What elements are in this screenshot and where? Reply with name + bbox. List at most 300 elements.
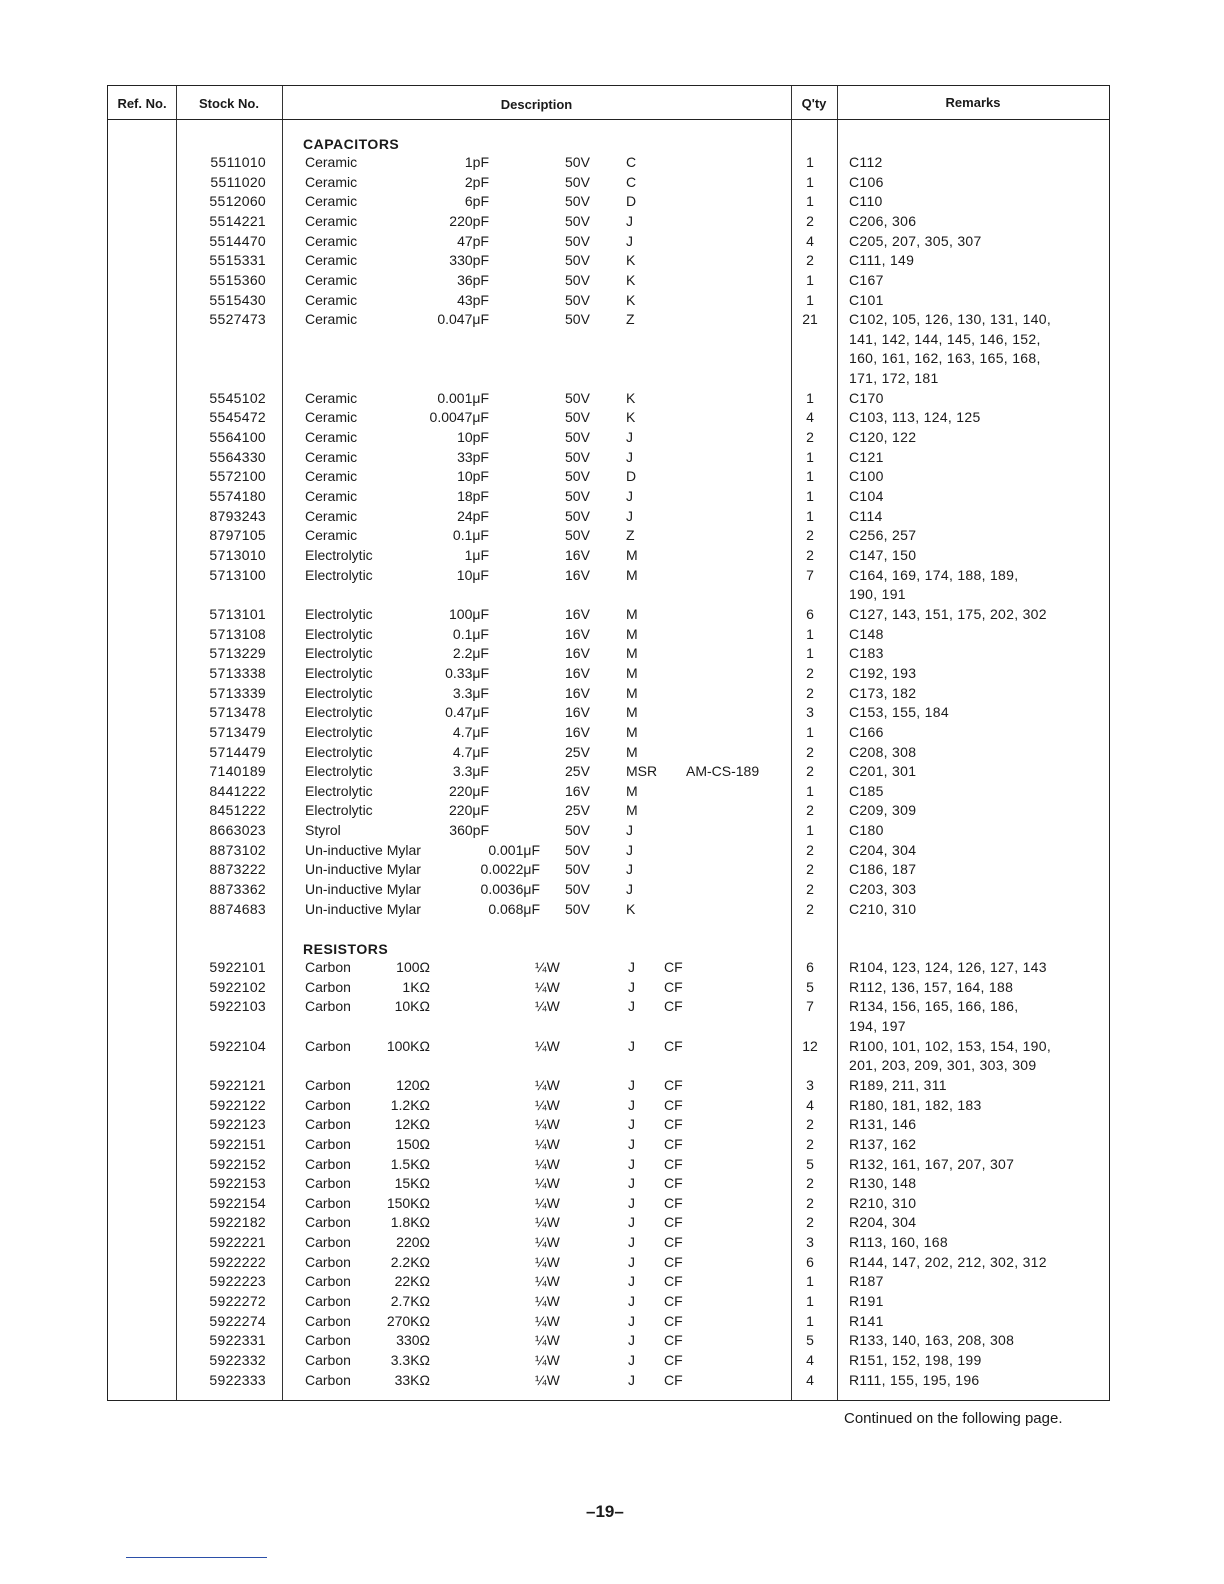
part-type: Ceramic [305, 527, 358, 544]
remarks-text: 171, 172, 181 [849, 370, 939, 387]
wattage: ¼W [535, 1175, 560, 1192]
tolerance-code: J [628, 1096, 635, 1113]
stock-number: 5564100 [209, 429, 266, 446]
resistor-kind: CF [664, 1194, 683, 1211]
resistor-kind: CF [664, 1312, 683, 1329]
voltage-rating: 50V [565, 448, 590, 465]
quantity: 2 [806, 252, 814, 269]
table-row [0, 1312, 1224, 1331]
voltage-rating: 16V [565, 605, 590, 622]
table-row [0, 1331, 1224, 1350]
voltage-rating: 50V [565, 409, 590, 426]
part-value: 4.7μF [452, 743, 489, 760]
tolerance-code: M [626, 605, 638, 622]
stock-number: 5922121 [209, 1076, 266, 1093]
table-row [0, 958, 1224, 977]
tolerance-code: C [626, 154, 637, 170]
remarks-text: R133, 140, 163, 208, 308 [849, 1332, 1015, 1349]
tolerance-code: J [628, 1312, 635, 1329]
quantity: 2 [806, 527, 814, 544]
part-value: 2.2μF [452, 645, 489, 662]
part-type: Electrolytic [305, 802, 373, 819]
table-row [0, 1213, 1224, 1232]
part-value: 330Ω [396, 1332, 430, 1349]
remarks-text: R144, 147, 202, 212, 302, 312 [849, 1253, 1047, 1270]
stock-number: 8451222 [209, 802, 266, 819]
part-value: 100KΩ [386, 1037, 430, 1054]
tolerance-code: K [626, 389, 636, 406]
quantity: 1 [806, 154, 814, 170]
stock-number: 5512060 [209, 193, 266, 210]
voltage-rating: 50V [565, 507, 590, 524]
resistor-kind: CF [664, 1273, 683, 1290]
stock-number: 5515331 [209, 252, 266, 269]
tolerance-code: M [626, 645, 638, 662]
tolerance-code: J [628, 1116, 635, 1133]
part-type: Carbon [305, 1194, 351, 1211]
quantity: 1 [806, 507, 814, 524]
remarks-text: C100 [849, 468, 884, 485]
tolerance-code: J [628, 1076, 635, 1093]
part-value: 120Ω [396, 1076, 430, 1093]
part-type: Carbon [305, 1293, 351, 1310]
stock-number: 5713108 [209, 625, 266, 642]
part-value: 3.3μF [452, 763, 489, 780]
resistor-kind: CF [664, 1155, 683, 1172]
tolerance-code: J [628, 959, 635, 975]
quantity: 21 [802, 311, 818, 328]
tolerance-code: J [626, 429, 633, 446]
tolerance-code: J [628, 1175, 635, 1192]
wattage: ¼W [535, 1214, 560, 1231]
quantity: 1 [806, 488, 814, 505]
part-type: Electrolytic [305, 547, 373, 563]
part-value: 1.2KΩ [390, 1096, 430, 1113]
remarks-text: C148 [849, 625, 884, 642]
quantity: 2 [806, 212, 814, 229]
tolerance-code: M [626, 547, 638, 563]
part-value: 0.33μF [445, 664, 489, 681]
quantity: 2 [806, 861, 814, 878]
remarks-text: C104 [849, 488, 884, 505]
remarks-text: C167 [849, 271, 884, 288]
table-row [0, 192, 1224, 211]
remarks-text: C185 [849, 782, 884, 799]
tolerance-code: J [628, 1155, 635, 1172]
quantity: 6 [806, 605, 814, 622]
wattage: ¼W [535, 1194, 560, 1211]
header-ref-no: Ref. No. [117, 96, 167, 111]
part-value: 0.1μF [452, 625, 489, 642]
part-value: 150KΩ [386, 1194, 430, 1211]
quantity: 1 [806, 271, 814, 288]
quantity: 2 [806, 684, 814, 701]
voltage-rating: 50V [565, 822, 590, 839]
voltage-rating: 16V [565, 723, 590, 740]
stock-number: 5511020 [210, 173, 266, 190]
part-type: Ceramic [305, 252, 358, 269]
table-row [0, 703, 1224, 722]
tolerance-code: J [628, 1371, 635, 1388]
part-type: Un-inductive Mylar [305, 841, 421, 858]
part-type: Ceramic [305, 271, 358, 288]
remarks-text: R137, 162 [849, 1135, 917, 1152]
stock-number: 5922123 [209, 1116, 266, 1133]
stock-number: 5922333 [209, 1371, 266, 1388]
tolerance-code: MSR [626, 763, 658, 780]
tolerance-code: Z [626, 311, 635, 328]
voltage-rating: 50V [565, 429, 590, 446]
tolerance-code: K [626, 900, 636, 917]
quantity: 2 [806, 1194, 814, 1211]
part-type: Ceramic [305, 507, 358, 524]
part-type: Carbon [305, 959, 351, 975]
voltage-rating: 16V [565, 782, 590, 799]
table-row [0, 1076, 1224, 1095]
part-value: 36pF [457, 271, 489, 288]
voltage-rating: 25V [565, 802, 590, 819]
part-value: 4.7μF [452, 723, 489, 740]
remarks-text: C127, 143, 151, 175, 202, 302 [849, 605, 1047, 622]
quantity: 1 [806, 822, 814, 839]
tolerance-code: J [626, 212, 633, 229]
resistor-kind: CF [664, 1096, 683, 1113]
remarks-text: C147, 150 [849, 547, 917, 563]
table-row [0, 723, 1224, 742]
quantity: 7 [806, 566, 814, 583]
part-type: Ceramic [305, 468, 358, 485]
table-row [0, 625, 1224, 644]
voltage-rating: 50V [565, 252, 590, 269]
part-value: 100Ω [396, 959, 430, 975]
stock-number: 5564330 [209, 448, 266, 465]
tolerance-code: J [628, 1352, 635, 1368]
part-type: Carbon [305, 978, 351, 995]
tolerance-code: J [628, 1273, 635, 1290]
quantity: 5 [806, 978, 814, 995]
tolerance-code: M [626, 704, 638, 721]
tolerance-code: M [626, 723, 638, 740]
table-row [0, 1174, 1224, 1193]
table-row [0, 684, 1224, 703]
remarks-text: C192, 193 [849, 664, 917, 681]
tolerance-code: J [628, 1293, 635, 1310]
tolerance-code: M [626, 684, 638, 701]
tolerance-code: K [626, 409, 636, 426]
part-value: 360pF [449, 822, 489, 839]
stock-number: 5922101 [209, 959, 266, 975]
tolerance-code: J [628, 1194, 635, 1211]
voltage-rating: 50V [565, 881, 590, 898]
quantity: 1 [806, 389, 814, 406]
table-row [0, 644, 1224, 663]
resistor-kind: CF [664, 1293, 683, 1310]
voltage-rating: 16V [565, 704, 590, 721]
part-value: 1KΩ [402, 978, 430, 995]
wattage: ¼W [535, 1116, 560, 1133]
section-title-resistors: RESISTORS [303, 941, 389, 957]
stock-number: 5922104 [209, 1037, 266, 1054]
table-row [0, 605, 1224, 624]
part-value: 3.3μF [452, 684, 489, 701]
part-value: 100μF [449, 605, 489, 622]
resistor-kind: CF [664, 1332, 683, 1349]
voltage-rating: 16V [565, 684, 590, 701]
voltage-rating: 16V [565, 645, 590, 662]
part-type: Electrolytic [305, 723, 373, 740]
remarks-text: R112, 136, 157, 164, 188 [849, 978, 1014, 995]
quantity: 1 [806, 645, 814, 662]
quantity: 2 [806, 664, 814, 681]
quantity: 1 [806, 193, 814, 210]
stock-number: 5713479 [209, 723, 266, 740]
part-type: Ceramic [305, 409, 358, 426]
quantity: 5 [806, 1332, 814, 1349]
voltage-rating: 50V [565, 154, 590, 170]
voltage-rating: 50V [565, 232, 590, 249]
remarks-text: C112 [849, 154, 883, 170]
stock-number: 8797105 [209, 527, 266, 544]
quantity: 2 [806, 1135, 814, 1152]
stock-number: 8873102 [209, 841, 266, 858]
wattage: ¼W [535, 1352, 560, 1368]
stock-number: 5922102 [209, 978, 266, 995]
quantity: 12 [802, 1037, 818, 1054]
wattage: ¼W [535, 1253, 560, 1270]
remarks-text: C103, 113, 124, 125 [849, 409, 981, 426]
tolerance-code: D [626, 468, 637, 485]
part-type: Ceramic [305, 232, 358, 249]
remarks-text: R210, 310 [849, 1194, 917, 1211]
table-row [0, 232, 1224, 251]
remarks-text: R134, 156, 165, 166, 186, [849, 998, 1019, 1015]
part-type: Electrolytic [305, 684, 373, 701]
part-value: 43pF [457, 291, 489, 308]
remarks-text: R151, 152, 198, 199 [849, 1352, 982, 1368]
remarks-text: R113, 160, 168 [849, 1234, 948, 1251]
voltage-rating: 50V [565, 900, 590, 917]
tolerance-code: J [628, 1214, 635, 1231]
part-value: 0.001μF [488, 841, 540, 858]
stock-number: 5515360 [209, 271, 266, 288]
remarks-text: R189, 211, 311 [849, 1076, 947, 1093]
table-row [0, 566, 1224, 603]
table-row [0, 1272, 1224, 1291]
tolerance-code: J [626, 232, 633, 249]
remarks-text: C204, 304 [849, 841, 917, 858]
remarks-text: 190, 191 [849, 586, 906, 603]
remarks-text: R100, 101, 102, 153, 154, 190, [849, 1037, 1052, 1054]
stock-number: 5922103 [209, 998, 266, 1015]
part-type: Carbon [305, 1037, 351, 1054]
stock-number: 5922332 [209, 1352, 266, 1368]
table-row [0, 1135, 1224, 1154]
tolerance-code: J [626, 861, 633, 878]
table-row [0, 467, 1224, 486]
part-value: 330pF [449, 252, 489, 269]
table-row [0, 526, 1224, 545]
quantity: 1 [806, 625, 814, 642]
part-type: Electrolytic [305, 763, 373, 780]
quantity: 4 [806, 1096, 814, 1113]
part-type: Carbon [305, 1332, 351, 1349]
wattage: ¼W [535, 1135, 560, 1152]
quantity: 2 [806, 429, 814, 446]
table-row [0, 1253, 1224, 1272]
part-type: Electrolytic [305, 605, 373, 622]
voltage-rating: 16V [565, 625, 590, 642]
stock-number: 5713010 [209, 547, 266, 563]
quantity: 2 [806, 802, 814, 819]
part-type: Carbon [305, 1234, 351, 1251]
remarks-text: 141, 142, 144, 145, 146, 152, [849, 330, 1041, 347]
header-divider [108, 119, 1109, 120]
voltage-rating: 50V [565, 212, 590, 229]
quantity: 6 [806, 1253, 814, 1270]
remarks-text: C205, 207, 305, 307 [849, 232, 982, 249]
tolerance-code: J [626, 448, 633, 465]
part-value: 0.001μF [437, 389, 489, 406]
tolerance-code: J [626, 881, 633, 898]
part-type: Ceramic [305, 448, 358, 465]
page-number: –19– [586, 1502, 624, 1521]
part-type: Carbon [305, 1076, 351, 1093]
part-value: 0.047μF [437, 311, 489, 328]
resistor-kind: CF [664, 1037, 683, 1054]
quantity: 4 [806, 409, 814, 426]
part-value: 0.0036μF [480, 881, 540, 898]
quantity: 4 [806, 1371, 814, 1388]
table-row [0, 251, 1224, 270]
table-row [0, 448, 1224, 467]
stock-number: 8663023 [209, 822, 266, 839]
wattage: ¼W [535, 959, 560, 975]
remarks-text: R191 [849, 1293, 884, 1310]
table-row [0, 762, 1224, 781]
part-value: 220Ω [396, 1234, 430, 1251]
remarks-text: C208, 308 [849, 743, 917, 760]
part-type: Electrolytic [305, 625, 373, 642]
stock-number: 5713339 [209, 684, 266, 701]
table-row [0, 821, 1224, 840]
quantity: 1 [806, 448, 814, 465]
stock-number: 5545472 [209, 409, 266, 426]
table-row [0, 801, 1224, 820]
part-value: 0.1μF [452, 527, 489, 544]
part-type: Carbon [305, 1273, 351, 1290]
table-row [0, 212, 1224, 231]
tolerance-code: J [628, 1135, 635, 1152]
stock-number: 8874683 [209, 900, 266, 917]
voltage-rating: 50V [565, 389, 590, 406]
part-type: Carbon [305, 1096, 351, 1113]
part-value: 33KΩ [394, 1371, 430, 1388]
tolerance-code: J [626, 822, 633, 839]
table-row [0, 743, 1224, 762]
remarks-text: 201, 203, 209, 301, 303, 309 [849, 1057, 1037, 1074]
header-description: Description [500, 97, 573, 112]
remarks-text: C209, 309 [849, 802, 917, 819]
tolerance-code: J [628, 998, 635, 1015]
table-row [0, 1155, 1224, 1174]
part-value: 2pF [464, 173, 489, 190]
quantity: 1 [806, 1273, 814, 1290]
remarks-text: C121 [849, 448, 884, 465]
resistor-kind: CF [664, 1352, 683, 1368]
tolerance-code: C [626, 173, 637, 190]
part-type: Electrolytic [305, 645, 373, 662]
remarks-text: C210, 310 [849, 900, 917, 917]
wattage: ¼W [535, 1273, 560, 1290]
table-row [0, 507, 1224, 526]
table-row [0, 173, 1224, 192]
tolerance-code: Z [626, 527, 635, 544]
voltage-rating: 16V [565, 664, 590, 681]
stock-number: 5514470 [209, 232, 266, 249]
footer-rule [126, 1557, 267, 1558]
remarks-text: C166 [849, 723, 884, 740]
voltage-rating: 50V [565, 291, 590, 308]
table-row [0, 841, 1224, 860]
part-value: 33pF [457, 448, 489, 465]
quantity: 4 [806, 232, 814, 249]
part-value: 2.7KΩ [390, 1293, 430, 1310]
wattage: ¼W [535, 998, 560, 1015]
stock-number: 5922182 [209, 1214, 266, 1231]
remarks-text: R141 [849, 1312, 884, 1329]
table-row [0, 291, 1224, 310]
stock-number: 5714479 [209, 743, 266, 760]
remarks-text: C173, 182 [849, 684, 917, 701]
part-type: Carbon [305, 1371, 351, 1388]
part-value: 0.47μF [445, 704, 489, 721]
part-type: Ceramic [305, 311, 358, 328]
remarks-text: C186, 187 [849, 861, 917, 878]
stock-number: 8873222 [209, 861, 266, 878]
part-value: 3.3KΩ [390, 1352, 430, 1368]
stock-number: 5922154 [209, 1194, 266, 1211]
part-value: 10pF [457, 468, 489, 485]
part-type: Carbon [305, 1352, 351, 1368]
wattage: ¼W [535, 1076, 560, 1093]
header-qty: Q'ty [801, 96, 827, 111]
part-value: 1.5KΩ [390, 1155, 430, 1172]
remarks-text: C153, 155, 184 [849, 704, 949, 721]
part-type: Carbon [305, 1155, 351, 1172]
stock-number: 5545102 [209, 389, 266, 406]
quantity: 2 [806, 841, 814, 858]
part-type: Un-inductive Mylar [305, 861, 421, 878]
tolerance-code: M [626, 664, 638, 681]
voltage-rating: 50V [565, 468, 590, 485]
tolerance-code: J [626, 841, 633, 858]
wattage: ¼W [535, 1037, 560, 1054]
remarks-text: C106 [849, 173, 884, 190]
quantity: 1 [806, 1293, 814, 1310]
resistor-kind: CF [664, 978, 683, 995]
stock-number: 8441222 [209, 782, 266, 799]
table-row [0, 860, 1224, 879]
table-row [0, 900, 1224, 919]
table-row [0, 880, 1224, 899]
part-type: Carbon [305, 1214, 351, 1231]
quantity: 2 [806, 743, 814, 760]
quantity: 2 [806, 547, 814, 563]
tolerance-code: M [626, 566, 638, 583]
part-type: Ceramic [305, 173, 358, 190]
part-value: 1.8KΩ [390, 1214, 430, 1231]
stock-number: 5527473 [209, 311, 266, 328]
